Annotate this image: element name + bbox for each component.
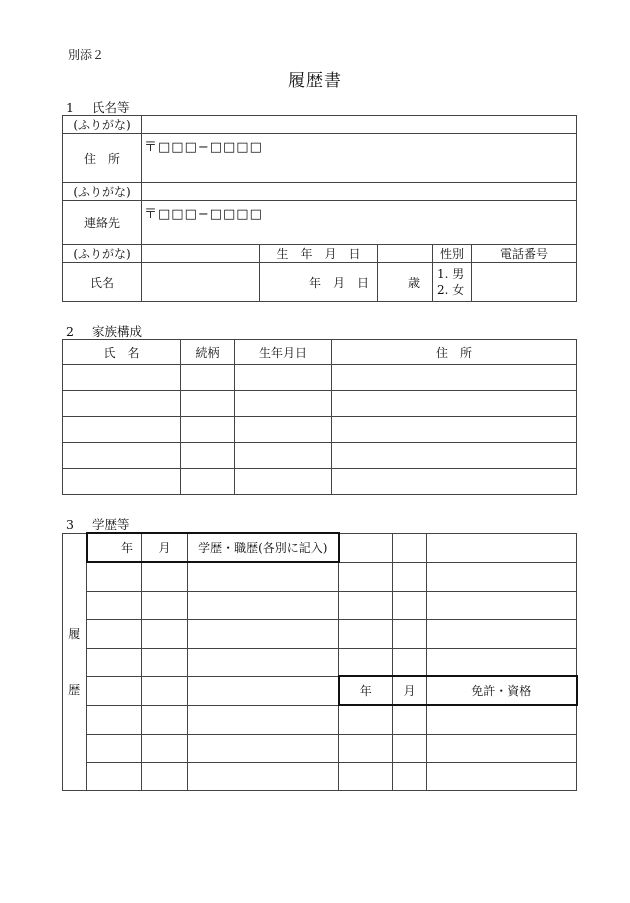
table-row bbox=[63, 705, 577, 734]
edu-history-cell[interactable] bbox=[188, 619, 339, 648]
edu-month-cell[interactable] bbox=[142, 676, 188, 705]
family-address-cell[interactable] bbox=[332, 417, 577, 443]
phone-field[interactable] bbox=[472, 263, 577, 302]
history-cell[interactable] bbox=[427, 562, 577, 591]
section-title: 氏名等 bbox=[92, 100, 130, 115]
section-2-heading bbox=[66, 322, 142, 340]
license-header-month: 月 bbox=[393, 676, 427, 705]
history-side-label bbox=[63, 533, 87, 790]
edu-year-cell[interactable] bbox=[87, 762, 142, 790]
section-number: 2 bbox=[66, 324, 74, 339]
edu-year-cell[interactable] bbox=[87, 648, 142, 676]
family-relation-cell[interactable] bbox=[181, 365, 235, 391]
age-header-cell bbox=[378, 245, 433, 263]
license-month-cell[interactable] bbox=[393, 734, 427, 762]
family-relation-cell[interactable] bbox=[181, 417, 235, 443]
family-relation-cell[interactable] bbox=[181, 469, 235, 495]
edu-header-year: 年 bbox=[87, 533, 142, 562]
history-cell[interactable] bbox=[427, 619, 577, 648]
edu-history-cell[interactable] bbox=[188, 562, 339, 591]
history-cell[interactable] bbox=[393, 619, 427, 648]
family-birthdate-cell[interactable] bbox=[235, 417, 332, 443]
edu-month-cell[interactable] bbox=[142, 734, 188, 762]
contact-furigana-field[interactable] bbox=[142, 183, 577, 201]
history-cell[interactable] bbox=[393, 562, 427, 591]
history-cell[interactable] bbox=[339, 619, 393, 648]
edu-history-cell[interactable] bbox=[188, 705, 339, 734]
table-row bbox=[63, 417, 577, 443]
edu-month-cell[interactable] bbox=[142, 591, 188, 619]
edu-year-cell[interactable] bbox=[87, 619, 142, 648]
license-month-cell[interactable] bbox=[393, 762, 427, 790]
license-month-cell[interactable] bbox=[393, 705, 427, 734]
history-cell[interactable] bbox=[393, 533, 427, 562]
edu-year-cell[interactable] bbox=[87, 734, 142, 762]
edu-month-cell[interactable] bbox=[142, 619, 188, 648]
family-birthdate-cell[interactable] bbox=[235, 443, 332, 469]
furigana-label: (ふりがな) bbox=[63, 116, 142, 134]
section-title: 家族構成 bbox=[92, 324, 143, 339]
family-name-cell[interactable] bbox=[63, 365, 181, 391]
page-title: 履歴書 bbox=[288, 71, 342, 91]
edu-month-cell[interactable] bbox=[142, 705, 188, 734]
history-cell[interactable] bbox=[427, 648, 577, 676]
section-title: 学歴等 bbox=[92, 517, 130, 532]
table-row bbox=[63, 648, 577, 676]
document-label: 別添２ bbox=[68, 48, 105, 62]
family-name-cell[interactable] bbox=[63, 469, 181, 495]
age-field[interactable]: 歳 bbox=[378, 263, 433, 302]
family-birthdate-cell[interactable] bbox=[235, 469, 332, 495]
family-address-cell[interactable] bbox=[332, 469, 577, 495]
name-field[interactable] bbox=[142, 263, 260, 302]
license-qualification-cell[interactable] bbox=[427, 762, 577, 790]
history-cell[interactable] bbox=[339, 562, 393, 591]
table-row bbox=[63, 443, 577, 469]
gender-options[interactable] bbox=[433, 263, 472, 302]
edu-header-history: 学歴・職歴(各別に記入) bbox=[188, 533, 339, 562]
edu-history-cell[interactable] bbox=[188, 762, 339, 790]
address-field[interactable] bbox=[142, 134, 577, 183]
family-address-cell[interactable] bbox=[332, 365, 577, 391]
contact-field[interactable] bbox=[142, 201, 577, 245]
history-side-char-1: 履 bbox=[68, 626, 81, 641]
family-header-relation: 続柄 bbox=[181, 340, 235, 365]
history-cell[interactable] bbox=[339, 591, 393, 619]
edu-month-cell[interactable] bbox=[142, 648, 188, 676]
gender-male-option[interactable]: 1. 男 bbox=[437, 267, 465, 281]
history-cell[interactable] bbox=[339, 648, 393, 676]
birth-date-header: 生 年 月 日 bbox=[260, 245, 378, 263]
license-year-cell[interactable] bbox=[339, 762, 393, 790]
table-row bbox=[63, 762, 577, 790]
license-qualification-cell[interactable] bbox=[427, 705, 577, 734]
table-row bbox=[63, 391, 577, 417]
edu-history-cell[interactable] bbox=[188, 676, 339, 705]
address-furigana-field[interactable] bbox=[142, 116, 577, 134]
edu-year-cell[interactable] bbox=[87, 591, 142, 619]
furigana-label: (ふりがな) bbox=[63, 183, 142, 201]
family-header-birthdate: 生年月日 bbox=[235, 340, 332, 365]
family-address-cell[interactable] bbox=[332, 391, 577, 417]
section-1-heading bbox=[66, 98, 130, 116]
gender-female-option[interactable]: 2. 女 bbox=[437, 283, 465, 297]
phone-header: 電話番号 bbox=[472, 245, 577, 263]
edu-year-cell[interactable] bbox=[87, 705, 142, 734]
family-header-name: 氏 名 bbox=[63, 340, 181, 365]
table-row bbox=[63, 562, 577, 591]
postal-code-placeholder: 〒□□□−□□□□ bbox=[144, 207, 263, 222]
history-cell[interactable] bbox=[427, 533, 577, 562]
family-table bbox=[62, 339, 577, 495]
history-table bbox=[62, 532, 578, 791]
section-number: 1 bbox=[66, 100, 74, 115]
edu-header-month: 月 bbox=[142, 533, 188, 562]
history-cell[interactable] bbox=[393, 648, 427, 676]
license-year-cell[interactable] bbox=[339, 705, 393, 734]
family-birthdate-cell[interactable] bbox=[235, 365, 332, 391]
edu-month-cell[interactable] bbox=[142, 562, 188, 591]
edu-year-cell[interactable] bbox=[87, 562, 142, 591]
name-furigana-field[interactable] bbox=[142, 245, 260, 263]
birth-date-field[interactable]: 年 月 日 bbox=[260, 263, 378, 302]
family-relation-cell[interactable] bbox=[181, 443, 235, 469]
family-name-cell[interactable] bbox=[63, 391, 181, 417]
table-row bbox=[63, 591, 577, 619]
history-side-char-2: 歴 bbox=[68, 682, 81, 697]
family-name-cell[interactable] bbox=[63, 417, 181, 443]
edu-history-cell[interactable] bbox=[188, 734, 339, 762]
edu-month-cell[interactable] bbox=[142, 762, 188, 790]
license-qualification-cell[interactable] bbox=[427, 734, 577, 762]
family-name-cell[interactable] bbox=[63, 443, 181, 469]
edu-year-cell[interactable] bbox=[87, 676, 142, 705]
gender-header: 性別 bbox=[433, 245, 472, 263]
postal-code-placeholder: 〒□□□−□□□□ bbox=[144, 140, 263, 155]
edu-history-cell[interactable] bbox=[188, 648, 339, 676]
section-3-heading bbox=[66, 515, 130, 533]
family-relation-cell[interactable] bbox=[181, 391, 235, 417]
history-cell[interactable] bbox=[427, 591, 577, 619]
license-header-qualification: 免許・資格 bbox=[427, 676, 577, 705]
address-label: 住 所 bbox=[63, 134, 142, 183]
table-row bbox=[63, 469, 577, 495]
name-label: 氏名 bbox=[63, 263, 142, 302]
section-number: 3 bbox=[66, 517, 74, 532]
family-birthdate-cell[interactable] bbox=[235, 391, 332, 417]
furigana-label: (ふりがな) bbox=[63, 245, 142, 263]
history-cell[interactable] bbox=[339, 533, 393, 562]
personal-info-table bbox=[62, 115, 577, 302]
table-row bbox=[63, 619, 577, 648]
family-address-cell[interactable] bbox=[332, 443, 577, 469]
edu-history-cell[interactable] bbox=[188, 591, 339, 619]
contact-label: 連絡先 bbox=[63, 201, 142, 245]
table-row bbox=[63, 734, 577, 762]
table-row bbox=[63, 365, 577, 391]
family-header-address: 住 所 bbox=[332, 340, 577, 365]
history-cell[interactable] bbox=[393, 591, 427, 619]
license-year-cell[interactable] bbox=[339, 734, 393, 762]
license-header-year: 年 bbox=[339, 676, 393, 705]
